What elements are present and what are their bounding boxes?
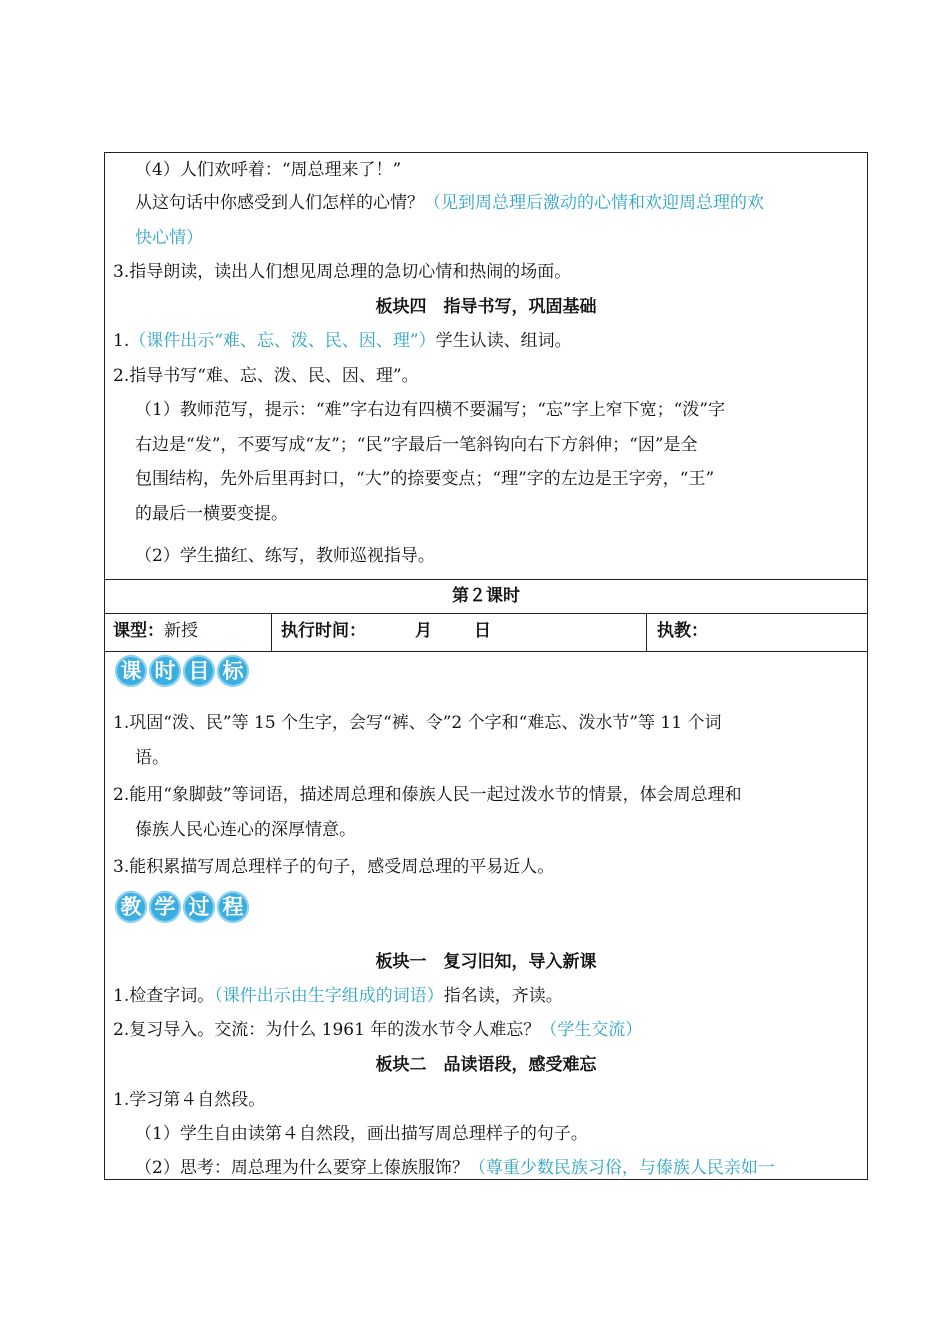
- answer-text: （学生交流）: [540, 1020, 643, 1040]
- step-text: 1.检查字词。: [113, 986, 215, 1006]
- question-text: 从这句话中你感受到人们怎样的心情？: [135, 193, 424, 213]
- section-heading: 板块四 指导书写，巩固基础: [375, 297, 597, 317]
- lesson-type-value: 新授: [164, 621, 198, 641]
- process-step: （1）学生自由读第４自然段，画出描写周总理样子的句子。: [135, 1124, 588, 1144]
- badge-char: 过: [183, 891, 215, 923]
- text-line: 的最后一横要变提。: [135, 504, 288, 524]
- text-line: （4）人们欢呼着：“周总理来了！”: [135, 160, 402, 180]
- lesson-goals-badge: [115, 655, 249, 687]
- table-col-divider: [646, 613, 647, 651]
- text-line: 2.指导书写“难、忘、泼、民、因、理”。: [113, 366, 419, 386]
- text-line: （2）学生描红、练写，教师巡视指导。: [135, 546, 435, 566]
- badge-char: 学: [149, 891, 181, 923]
- day-label: 日: [474, 621, 491, 641]
- badge-char: 目: [183, 655, 215, 687]
- answer-text-cont: 快心情）: [135, 228, 203, 248]
- goal-item: 2.能用“象脚鼓”等词语，描述周总理和傣族人民一起过泼水节的情景，体会周总理和: [113, 785, 742, 805]
- text-line: 3.指导朗读，读出人们想见周总理的急切心情和热闹的场面。: [113, 262, 572, 282]
- step-text: （2）思考：周总理为什么要穿上傣族服饰？: [135, 1158, 469, 1178]
- lesson-type-label: 课型：: [113, 621, 164, 641]
- item-number: 1.: [113, 331, 130, 351]
- lesson-period-title: 第２课时: [452, 586, 520, 606]
- text-line: （1）教师范写，提示：“难”字右边有四横不要漏写；“忘”字上窄下宽；“泼”字: [135, 400, 725, 420]
- badge-char: 程: [217, 891, 249, 923]
- month-label: 月: [415, 621, 432, 641]
- step-text: 指名读，齐读。: [443, 986, 563, 1006]
- table-col-divider: [271, 613, 272, 651]
- badge-char: 课: [115, 655, 147, 687]
- goal-item: 1.巩固“泼、民”等 15 个生字，会写“裤、令”2 个字和“难忘、泼水节”等 11 个词: [113, 713, 722, 733]
- badge-char: 教: [115, 891, 147, 923]
- text-line: 包围结构，先外后里再封口，“大”的捺要变点；“理”字的左边是王字旁，“王”: [135, 469, 715, 489]
- teaching-process-badge: [115, 891, 249, 923]
- goal-item-cont: 傣族人民心连心的深厚情意。: [135, 820, 356, 840]
- lesson-type: [113, 614, 198, 649]
- item-text: 学生认读、组词。: [435, 331, 572, 351]
- process-step: [113, 1013, 859, 1048]
- step-text: 2.复习导入。交流：为什么 1961 年的泼水节令人难忘？: [113, 1020, 541, 1040]
- courseware-note: （课件出示由生字组成的词语）: [214, 986, 444, 1006]
- goal-item-cont: 语。: [135, 748, 169, 768]
- section-heading: 板块一 复习旧知，导入新课: [375, 952, 597, 972]
- answer-text: （见到周总理后激动的心情和欢迎周总理的欢: [424, 193, 764, 213]
- execution-time-label: 执行时间：: [281, 621, 366, 641]
- lesson-plan-table: [104, 152, 868, 1180]
- badge-char: 标: [217, 655, 249, 687]
- goal-item: 3.能积累描写周总理样子的句子，感受周总理的平易近人。: [113, 857, 555, 877]
- text-line: 右边是“发”，不要写成“友”；“民”字最后一笔斜钩向右下方斜伸；“因”是全: [135, 435, 698, 455]
- table-divider: [105, 651, 867, 652]
- process-step: [113, 979, 859, 1014]
- teacher-label: 执教：: [657, 621, 708, 641]
- answer-text: （尊重少数民族习俗，与傣族人民亲如一: [468, 1158, 775, 1178]
- text-line: [113, 324, 859, 359]
- process-step: 1.学习第４自然段。: [113, 1090, 266, 1110]
- section-heading: 板块二 品读语段，感受难忘: [375, 1055, 597, 1075]
- badge-char: 时: [149, 655, 181, 687]
- question-line: [135, 186, 859, 221]
- courseware-note: （课件出示“难、忘、泼、民、因、理”）: [129, 331, 436, 351]
- process-step: [135, 1151, 859, 1181]
